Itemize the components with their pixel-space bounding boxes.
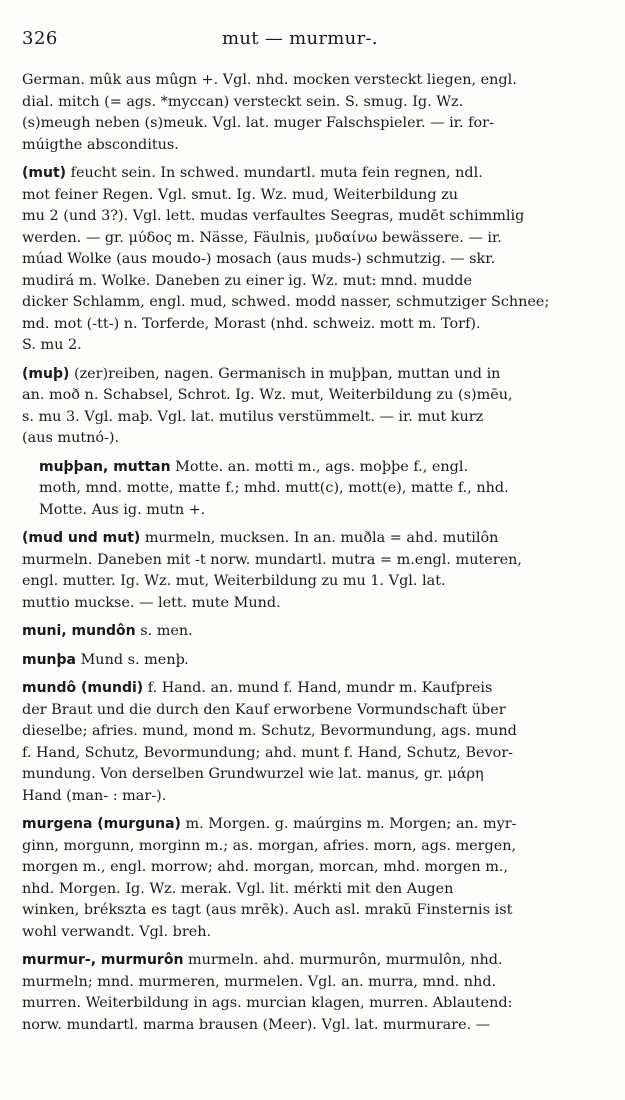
entry-line	[22, 721, 600, 743]
entry-line	[22, 879, 600, 901]
entry-line	[22, 571, 600, 593]
entry-text: (s)meugh neben (s)meuk. Vgl. lat. muger Falschspieler. — ir. for-	[22, 115, 494, 131]
entry-text: nhd. Morgen. Ig. Wz. merak. Vgl. lit. mérkti mit den Augen	[22, 880, 454, 897]
entry-text: norw. mundartl. marma brausen (Meer). Vgl. lat. murmurare. —	[22, 1016, 491, 1033]
entry-text: Motte. an. motti m., ags. moþþe f., engl.	[170, 458, 469, 475]
entry-text: der Braut und die durch den Kauf erworbene Vormundschaft über	[22, 701, 506, 718]
page-header	[22, 24, 600, 54]
entry-line	[22, 228, 600, 250]
entry-text: engl. mutter. Ig. Wz. mut, Weiterbildung zu mu 1. Vgl. lat.	[22, 573, 446, 589]
entry-text: feucht sein. In schwed. mundartl. muta fein regnen, ndl.	[66, 165, 483, 181]
entry-text: murmeln. ahd. murmurôn, murmulôn, nhd.	[183, 952, 503, 968]
entry-text: morgen m., engl. morrow; ahd. morgan, morcan, mhd. morgen m.,	[22, 859, 509, 875]
entry-line	[22, 900, 600, 922]
entry-text: werden. — gr. μύδος m. Nässe, Fäulnis, μυδαίνω bewässere. — ir.	[22, 229, 502, 246]
entry-line	[22, 814, 600, 836]
entry-text: s. men.	[135, 623, 193, 639]
entry-text: dial. mitch (= ags. *myccan) versteckt sein. S. smug. Ig. Wz.	[22, 93, 464, 110]
entry-headword: murmur-, murmurôn	[22, 952, 184, 968]
entry-text: (zer)reiben, nagen. Germanisch in muþþan, muttan und in	[69, 365, 501, 382]
dictionary-entry	[22, 650, 600, 672]
dictionary-entry	[22, 364, 600, 450]
entry-line	[22, 922, 600, 944]
entry-line	[22, 249, 600, 271]
entry-line	[22, 428, 600, 450]
entry-line	[22, 528, 600, 550]
entry-text: f. Hand, Schutz, Bevormundung; ahd. munt f. Hand, Schutz, Bevor-	[22, 744, 514, 761]
dictionary-entry	[22, 950, 600, 1036]
entry-line	[22, 135, 600, 157]
entry-line	[22, 206, 600, 228]
entry-line	[22, 113, 600, 135]
entry-text: dicker Schlamm, engl. mud, schwed. modd nasser, schmutziger Schnee;	[22, 294, 550, 310]
running-head: mut — murmur-.	[222, 28, 378, 49]
entry-headword: (mud und mut)	[22, 530, 141, 546]
entry-text: mu 2 (und 3?). Vgl. lett. mudas verfaultes Seegras, mudēt schimmlig	[22, 208, 525, 224]
entry-text: md. mot (-tt-) n. Torferde, Morast (nhd. schweiz. mott m. Torf).	[22, 315, 481, 332]
entry-line	[22, 764, 600, 786]
entry-text: winken, brékszta es tagt (aus mrēk). Auch asl. mrakŭ Finsternis ist	[22, 902, 513, 918]
entry-text: murmeln, mucksen. In an. muðla = ahd. mutilôn	[140, 530, 499, 546]
entry-text: múad Wolke (aus moudo-) mosach (aus muds-) schmutzig. — skr.	[22, 251, 496, 267]
entry-text: Motte. Aus ig. mutn +.	[39, 501, 206, 518]
entry-line	[22, 993, 600, 1015]
entry-text: f. Hand. an. mund f. Hand, mundr m. Kaufpreis	[143, 680, 493, 696]
entry-text: múigthe absconditus.	[22, 136, 179, 153]
entry-headword: (mut)	[22, 165, 67, 181]
entry-line	[22, 621, 600, 643]
entry-line	[22, 678, 600, 700]
entry-line	[22, 836, 600, 858]
entry-line	[22, 335, 600, 357]
entry-line	[22, 185, 600, 207]
dictionary-entry	[22, 163, 600, 357]
entry-text: an. moð n. Schabsel, Schrot. Ig. Wz. mut, Weiterbildung zu (s)mēu,	[22, 387, 513, 403]
entry-text: m. Morgen. g. maúrgins m. Morgen; an. myr-	[180, 816, 517, 832]
entry-text: muttio muckse. — lett. mute Mund.	[22, 594, 281, 611]
entry-headword: muþþan, muttan	[39, 458, 171, 475]
dictionary-entry	[22, 70, 600, 156]
dictionary-entry	[39, 457, 600, 522]
entry-text: mundung. Von derselben Grundwurzel wie lat. manus, gr. μάρη	[22, 766, 484, 782]
entry-text: ginn, morgunn, morginn m.; as. morgan, afries. morn, ags. mergen,	[22, 837, 517, 854]
entry-line	[22, 550, 600, 572]
entry-text: wohl verwandt. Vgl. breh.	[22, 923, 212, 940]
entry-text: mudirá m. Wolke. Daneben zu einer ig. Wz. mut: mnd. mudde	[22, 272, 473, 289]
entry-text: mot feiner Regen. Vgl. smut. Ig. Wz. mud, Weiterbildung zu	[22, 186, 458, 203]
entry-text: (aus mutnó-).	[22, 430, 120, 446]
entry-headword: munþa	[22, 651, 76, 668]
entry-headword: muni, mundôn	[22, 623, 136, 639]
entries-column	[22, 70, 600, 1043]
dictionary-entry	[22, 528, 600, 614]
entry-text: s. mu 3. Vgl. maþ. Vgl. lat. mutilus verstümmelt. — ir. mut kurz	[22, 408, 484, 425]
entry-line	[22, 163, 600, 185]
entry-text: S. mu 2.	[22, 337, 82, 353]
entry-headword: mundô (mundi)	[22, 680, 144, 696]
entry-text: Hand (man- : mar-).	[22, 787, 167, 804]
entry-line	[22, 364, 600, 386]
entry-text: dieselbe; afries. mund, mond m. Schutz, Bevormundung, ags. mund	[22, 723, 517, 739]
entry-line	[39, 478, 600, 500]
dictionary-entry	[22, 678, 600, 807]
entry-line	[22, 700, 600, 722]
entry-line	[22, 593, 600, 615]
entry-line	[22, 292, 600, 314]
entry-line	[22, 950, 600, 972]
entry-text: German. mûk aus mûgn +. Vgl. nhd. mocken versteckt liegen, engl.	[22, 72, 517, 88]
entry-line	[22, 857, 600, 879]
dictionary-entry	[22, 621, 600, 643]
entry-text: murren. Weiterbildung in ags. murcian klagen, murren. Ablautend:	[22, 995, 513, 1011]
entry-line	[39, 500, 600, 522]
entry-text: murmeln. Daneben mit -t norw. mundartl. mutra = m.engl. muteren,	[22, 551, 523, 568]
entry-line	[22, 650, 600, 672]
entry-line	[22, 972, 600, 994]
entry-line	[22, 743, 600, 765]
dictionary-entry	[22, 814, 600, 943]
entry-line	[22, 385, 600, 407]
entry-text: moth, mnd. motte, matte f.; mhd. mutt(c), mott(e), matte f., nhd.	[39, 480, 509, 496]
entry-headword: (muþ)	[22, 365, 70, 382]
entry-line	[22, 70, 600, 92]
entry-line	[22, 786, 600, 808]
entry-line	[22, 92, 600, 114]
entry-line	[22, 407, 600, 429]
entry-text: murmeln; mnd. murmeren, murmelen. Vgl. an. murra, mnd. nhd.	[22, 973, 497, 990]
entry-line	[22, 271, 600, 293]
entry-headword: murgena (murguna)	[22, 816, 181, 832]
entry-line	[22, 1015, 600, 1037]
entry-line	[39, 457, 600, 479]
entry-text: Mund s. menþ.	[76, 651, 189, 668]
entry-line	[22, 314, 600, 336]
page-number: 326	[22, 28, 58, 49]
